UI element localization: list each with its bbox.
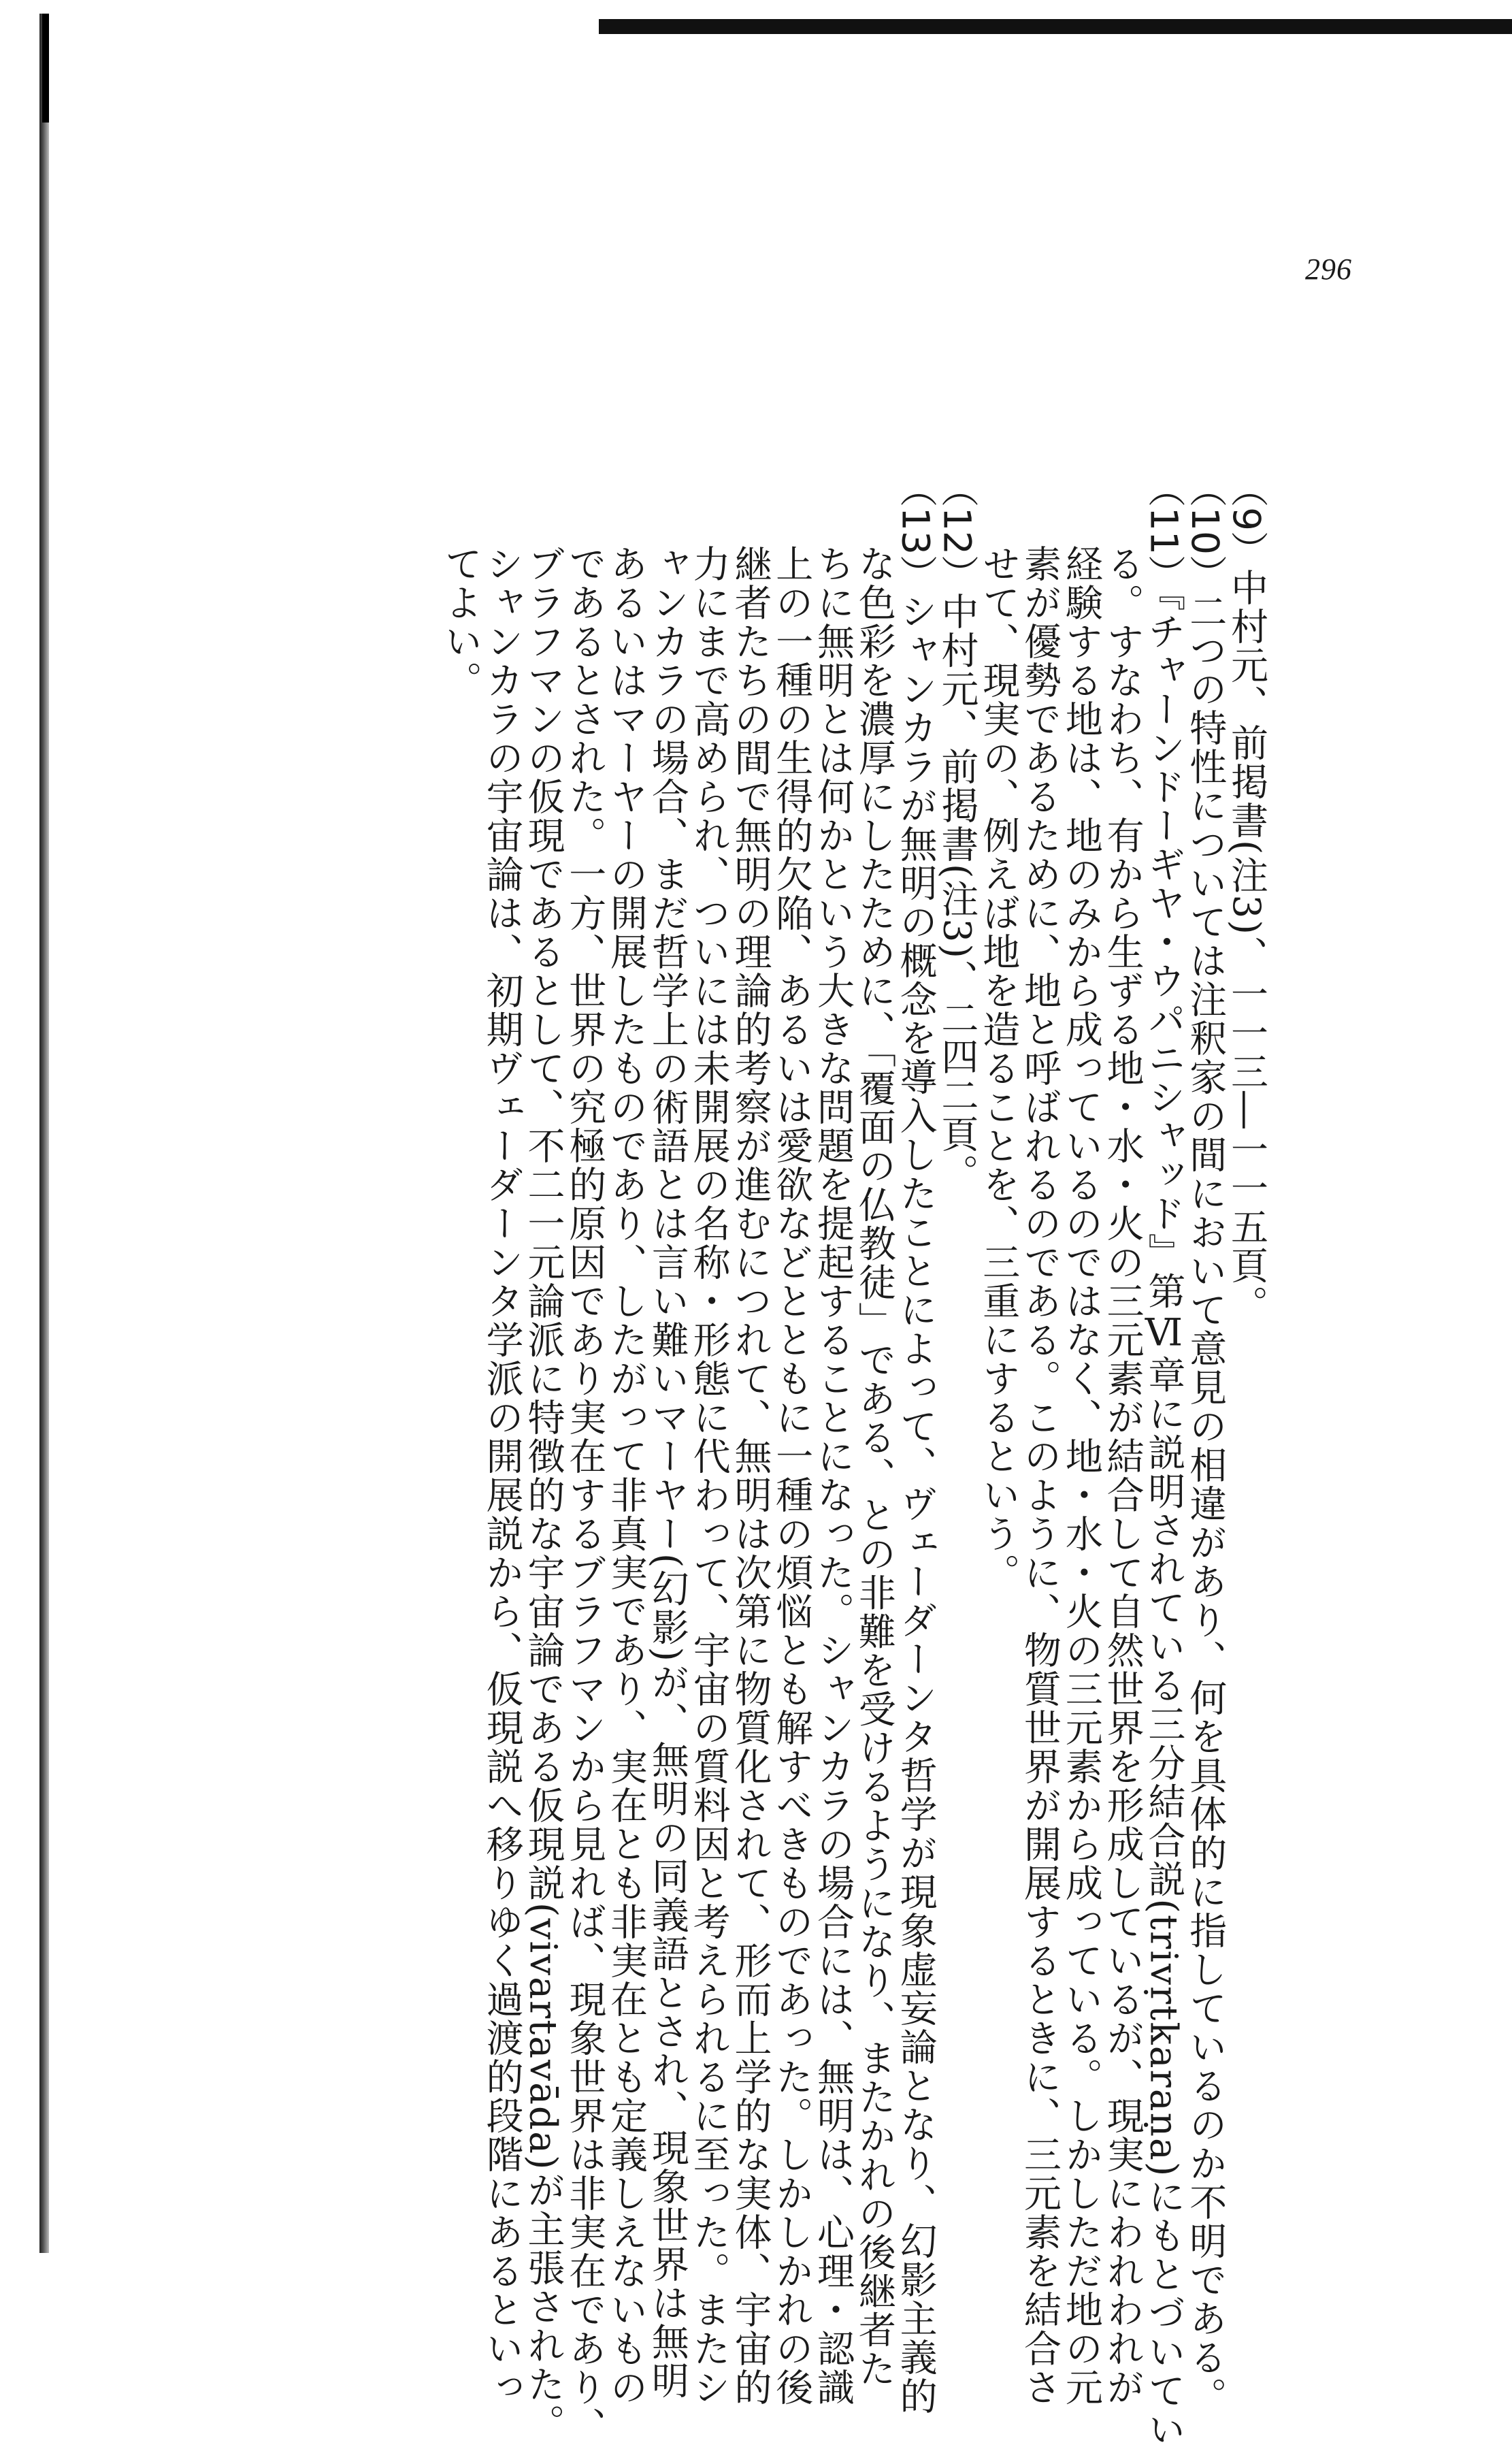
note-line: な色彩を濃厚にしたために、「覆面の仏教徒」である、との非難を受けるようになり、またかれの後継者た [852, 545, 896, 2388]
note-line: ャンカラの場合、まだ哲学上の術語とは言い難いマーヤー(幻影)が、無明の同義語とされ、現象世界は無明 [645, 545, 689, 2400]
note-text: シャンカラが無明の概念を導入したことによって、ヴェーダーンタ哲学が現象虚妄論となり、幻影主義的 [893, 592, 938, 2416]
note-number: （13） [893, 470, 938, 592]
notes-text-block [438, 470, 1268, 2449]
note-line: せて、現実の、例えば地を造ることを、三重にするという。 [976, 545, 1021, 1592]
note-text: 『チャーンドーギヤ・ウパニシャッド』第Ⅵ章に説明されている三分結合説(trivṛtkaraṇa)にもとづいてい [1142, 592, 1186, 2449]
note-number: （10） [1183, 470, 1228, 592]
note-line: 上の一種の生得的欠陥、あるいは愛欲などとともに一種の煩悩とも解すべきものであった。しかしかれの後 [770, 545, 814, 2407]
note-number: （12） [935, 470, 979, 592]
note-9 [1226, 470, 1267, 1988]
note-line: 継者たちの間で無明の理論的考察が進むにつれて、無明は次第に物質化されて、形而上学的な実体、宇宙的 [728, 545, 772, 2407]
note-text: 中村元、前掲書(注3)、二四二頁。 [935, 592, 979, 1193]
note-line: てよい。 [438, 545, 482, 700]
note-line [893, 470, 938, 2416]
note-line [936, 470, 978, 1988]
note-line [1226, 470, 1267, 1988]
page-number: 296 [1305, 253, 1352, 286]
note-line: であるとされた。一方、世界の究極的原因であり実在するブラフマンから見れば、現象世界は非実在であり、 [563, 545, 607, 2446]
scan-top-rule [599, 19, 1512, 34]
note-line: 力にまで高められ、ついには未開展の名称・形態に代わって、宇宙の質料因と考えられるに至った。またシ [687, 545, 731, 2407]
note-line [1142, 470, 1186, 2449]
note-number: （11） [1142, 470, 1186, 592]
note-line: ブラフマンの仮現であるとして、不二一元論派に特徴的な宇宙論である仮現説(vivartavāda)が主張された。 [521, 545, 565, 2443]
note-11 [976, 470, 1186, 2449]
scan-left-edge [39, 14, 49, 2253]
note-12 [936, 470, 978, 1988]
note-line: シャンカラの宇宙論は、初期ヴェーダーンタ学派の開展説から、仮現説へ移りゆく過渡的段階にあるといっ [480, 545, 524, 2407]
note-text: 二つの特性については注釈家の間において意見の相違があり、何を具体的に指しているのか不明である。 [1183, 592, 1228, 2416]
note-line [1183, 470, 1228, 2416]
note-line: あるいはマーヤーの開展したものであり、したがって非真実であり、実在とも非実在とも定義しえないもの [604, 545, 648, 2407]
note-text: 中村元、前掲書(注3)、一一三―一一五頁。 [1225, 568, 1268, 1324]
note-13 [438, 470, 938, 2446]
note-number: （9） [1225, 470, 1268, 568]
note-line: 経験する地は、地のみから成っているのではなく、地・水・火の三元素から成っている。しかしただ地の元 [1059, 545, 1103, 2407]
note-line: ちに無明とは何かという大きな問題を提起することになった。シャンカラの場合には、無明は、心理・認識 [811, 545, 855, 2407]
scan-left-edge-dark [42, 14, 49, 123]
note-line: る。すなわち、有から生ずる地・水・火の三元素が結合して自然世界を形成しているが、現実にわれわれが [1100, 545, 1145, 2407]
note-10 [1183, 470, 1228, 2416]
note-line: 素が優勢であるために、地と呼ばれるのである。このように、物質世界が開展するときに、三元素を結合さ [1018, 545, 1062, 2407]
